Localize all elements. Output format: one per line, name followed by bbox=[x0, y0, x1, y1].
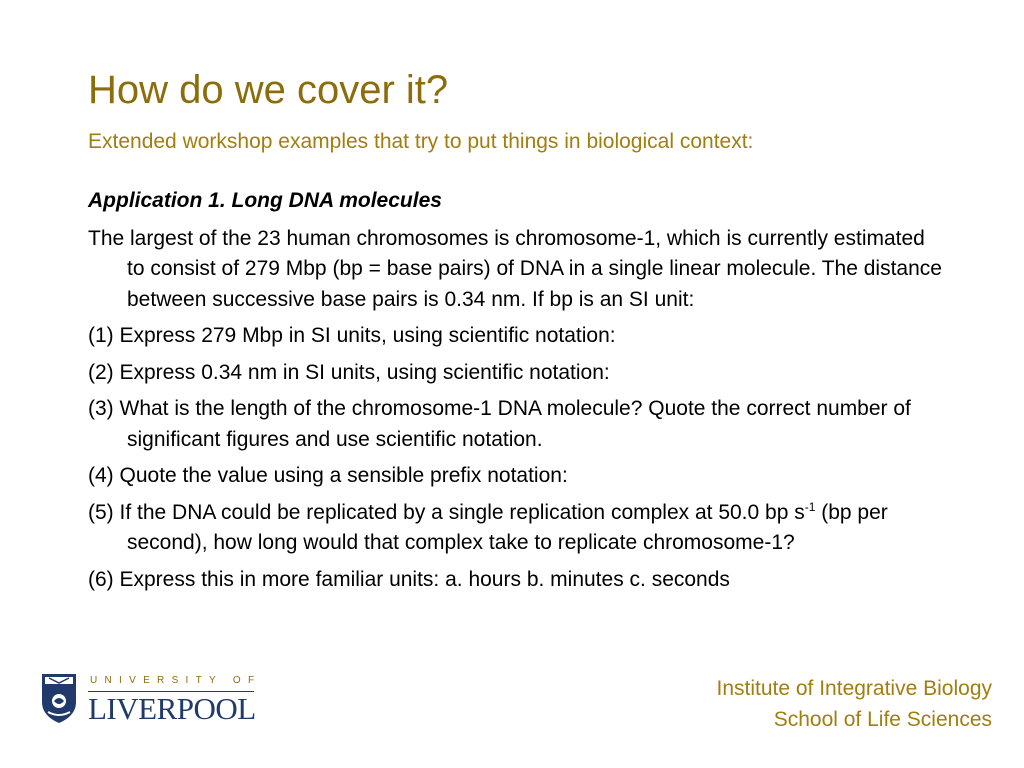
question-5 bbox=[88, 498, 948, 559]
logo-wordmark bbox=[88, 672, 260, 726]
intro-paragraph: The largest of the 23 human chromosomes is chromosome-1, which is currently estimated to consist of 279 Mbp (bp = base pairs) of DNA in a single linear molecule. The distance between successive base pairs is 0.34 nm. If bp is an SI unit: bbox=[88, 226, 942, 311]
footer-line-school: School of Life Sciences bbox=[773, 708, 992, 731]
question-5-text-end: (bp per second), how long would that complex take to replicate chromosome-1? bbox=[127, 500, 888, 554]
question-3: (3) What is the length of the chromosome-1 DNA molecule? Quote the correct number of significant figures and use scientific notation. bbox=[88, 397, 911, 451]
footer-line-institute: Institute of Integrative Biology bbox=[716, 677, 992, 700]
university-logo bbox=[40, 672, 260, 726]
question-5-text-start: (5) If the DNA could be replicated by a single replication complex at 50.0 bp s bbox=[88, 500, 805, 524]
superscript-exponent: -1 bbox=[804, 499, 816, 514]
question-6: (6) Express this in more familiar units: a. hours b. minutes c. seconds bbox=[88, 567, 730, 591]
footer-institute bbox=[717, 673, 993, 735]
logo-liverpool-text: LIVERPOOL bbox=[88, 691, 256, 726]
slide-body bbox=[88, 186, 948, 595]
shield-crest-icon bbox=[40, 672, 78, 724]
slide-title: How do we cover it? bbox=[88, 68, 449, 112]
application-heading: Application 1. Long DNA molecules bbox=[88, 189, 442, 212]
logo-university-text: UNIVERSITY OF bbox=[90, 675, 262, 686]
question-4: (4) Quote the value using a sensible prefix notation: bbox=[88, 464, 568, 487]
slide-subtitle: Extended workshop examples that try to put things in biological context: bbox=[88, 130, 754, 153]
question-2: (2) Express 0.34 nm in SI units, using scientific notation: bbox=[88, 360, 610, 384]
question-1: (1) Express 279 Mbp in SI units, using scientific notation: bbox=[88, 324, 616, 347]
